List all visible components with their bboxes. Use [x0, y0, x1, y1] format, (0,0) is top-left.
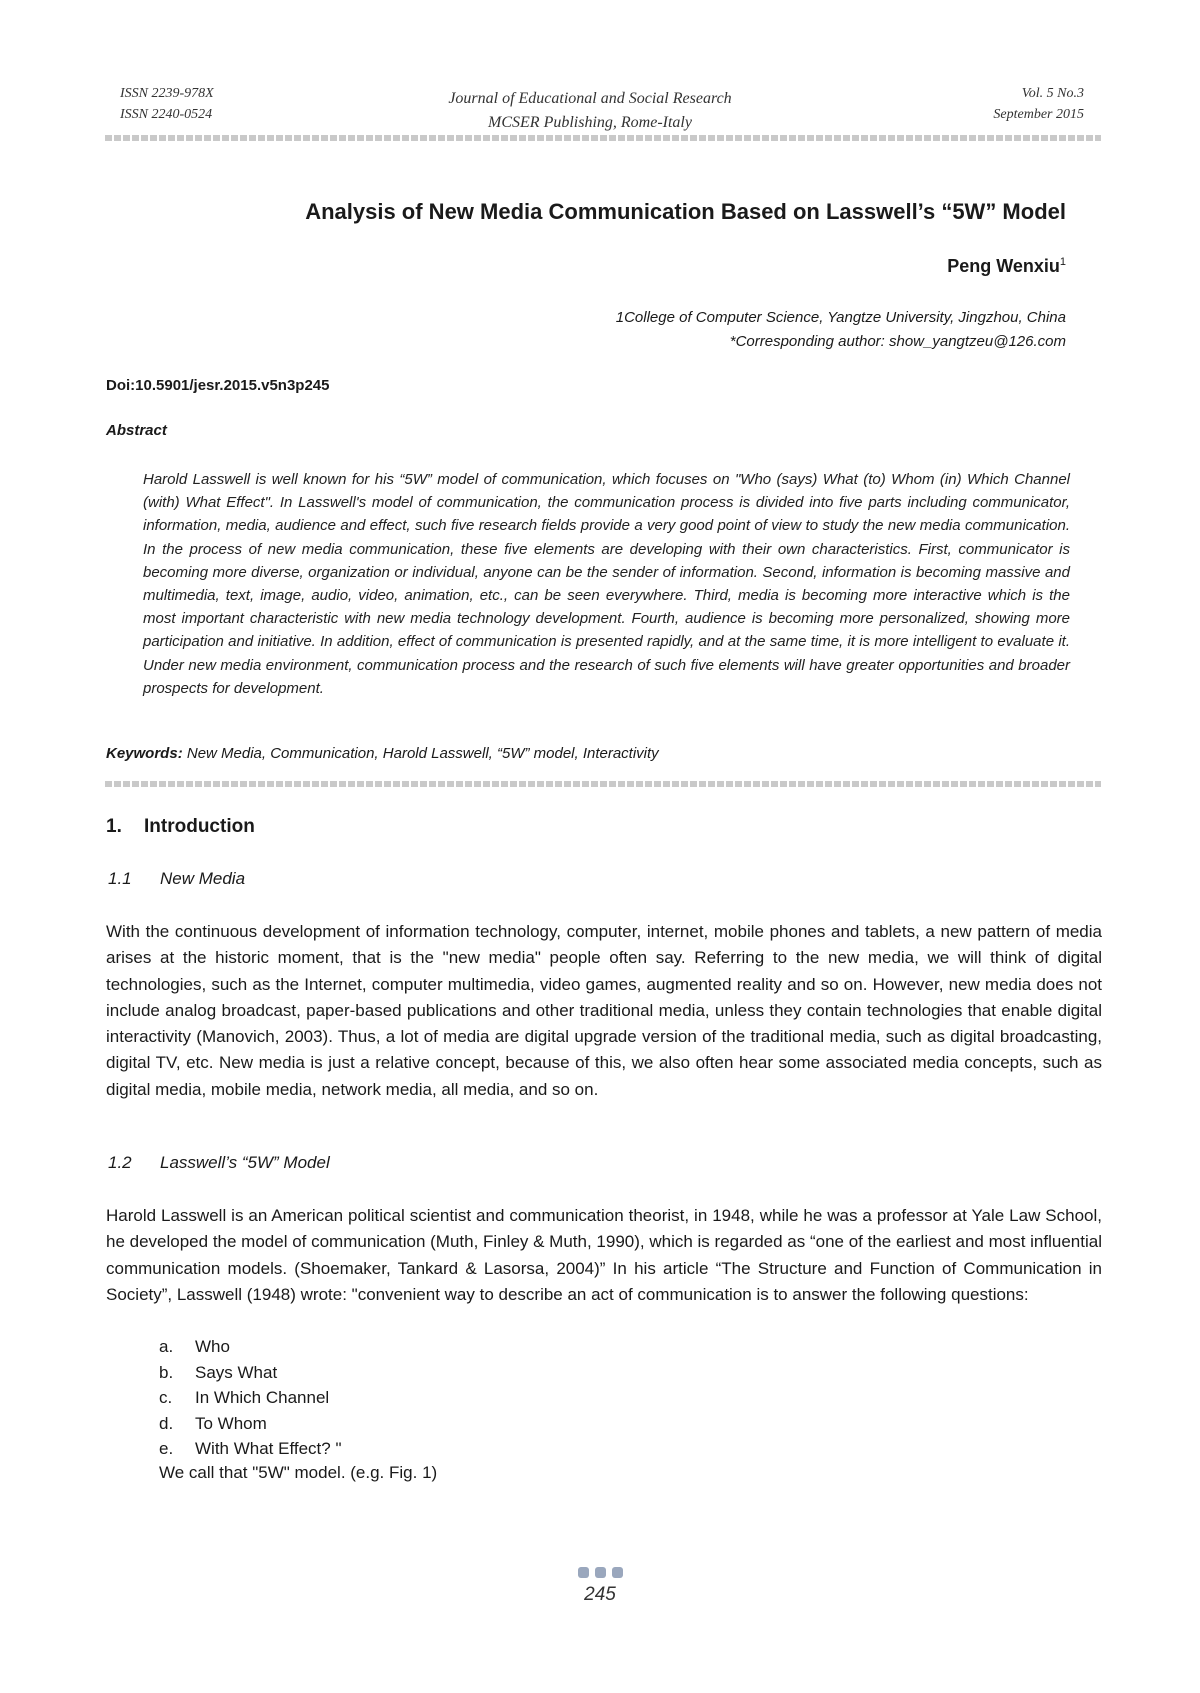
- list-item: [159, 1411, 342, 1437]
- subsection-number: 1.2: [108, 1153, 132, 1172]
- keywords: [106, 745, 659, 762]
- subsection-number: 1.1: [108, 869, 132, 888]
- closing-sentence: We call that "5W" model. (e.g. Fig. 1): [159, 1463, 438, 1482]
- header-divider: [105, 135, 1101, 141]
- list-item-text: To Whom: [195, 1413, 267, 1433]
- subsection-heading-new-media: [108, 869, 245, 889]
- abstract-divider: [105, 781, 1101, 787]
- volume: Vol. 5 No.3: [1021, 86, 1084, 101]
- issue-date: September 2015: [993, 107, 1084, 122]
- subsection-title: Lasswell’s “5W” Model: [160, 1153, 330, 1172]
- issn-print: ISSN 2239-978X: [120, 86, 214, 101]
- list-item: [159, 1334, 342, 1360]
- publisher: MCSER Publishing, Rome-Italy: [488, 114, 692, 131]
- list-item-label: a.: [159, 1337, 174, 1356]
- list-item: [159, 1436, 342, 1462]
- journal-name: Journal of Educational and Social Research: [448, 90, 732, 107]
- author-superscript: 1: [1059, 256, 1066, 268]
- page-number: 245: [584, 1584, 616, 1605]
- abstract-heading: Abstract: [106, 422, 167, 439]
- section-heading: [106, 816, 255, 838]
- header-issue: [993, 83, 1084, 125]
- corresponding-author: *Corresponding author: show_yangtzeu@126.com: [729, 333, 1066, 350]
- list-item-label: e.: [159, 1439, 174, 1459]
- lasswell-questions-list: [159, 1334, 342, 1462]
- list-item-label: d.: [159, 1413, 174, 1433]
- list-item: [159, 1360, 342, 1386]
- paragraph-new-media: With the continuous development of information technology, computer, internet, mobile phones and tablets, a new pattern of media arises at the historic moment, that is the "new media" people often say. Referring to the new media, we will think of digital technologies, such as the Internet, computer multimedia, video games, augmented reality and so on. However, new media does not include analog broadcast, paper-based publications and other traditional media, unless they contain technologies that enable digital interactivity (Manovich, 2003). Thus, a lot of media are digital upgrade version of the traditional media, such as digital broadcasting, digital TV, etc. New media is just a relative concept, because of this, we also often hear some associated media concepts, such as digital media, mobile media, network media, all media, and so on.: [106, 922, 1102, 1099]
- header-issn: [120, 83, 214, 125]
- keywords-text: New Media, Communication, Harold Lasswell, “5W” model, Interactivity: [186, 745, 659, 762]
- affiliation: 1College of Computer Science, Yangtze University, Jingzhou, China: [615, 309, 1066, 326]
- list-item-label: b.: [159, 1362, 174, 1382]
- list-item-text: In Which Channel: [195, 1388, 330, 1408]
- subsection-heading-5w-model: [108, 1153, 330, 1173]
- author-name: [947, 256, 1066, 277]
- doi: Doi:10.5901/jesr.2015.v5n3p245: [106, 377, 330, 394]
- section-title: Introduction: [144, 816, 255, 837]
- list-item-label: c.: [159, 1388, 173, 1408]
- author-name-text: Peng Wenxiu: [947, 256, 1060, 276]
- keywords-label: Keywords:: [106, 745, 183, 762]
- header-journal: [380, 87, 800, 135]
- section-number: 1.: [106, 816, 122, 837]
- list-item-text: Who: [195, 1337, 230, 1356]
- paragraph-5w-model: Harold Lasswell is an American political scientist and communication theorist, in 1948, while he was a professor at Yale Law School, he developed the model of communication (Muth, Finley & Muth, 1990), which is regarded as “one of the earliest and most influential communication models. (Shoemaker, Tankard & Lasorsa, 2004)” In his article “The Structure and Function of Communication in Society”, Lasswell (1948) wrote: "convenient way to describe an act of communication is to answer the following questions:: [106, 1206, 1102, 1304]
- list-item-text: Says What: [195, 1362, 278, 1382]
- list-item: [159, 1385, 342, 1411]
- affiliation-block: [616, 306, 1066, 354]
- footer-ornament-icon: [578, 1567, 623, 1578]
- article-title: Analysis of New Media Communication Based on Lasswell’s “5W” Model: [305, 199, 1066, 224]
- issn-online: ISSN 2240-0524: [120, 107, 213, 122]
- abstract-text: Harold Lasswell is well known for his “5W” model of communication, which focuses on "Who (says) What (to) Whom (in) Which Channel (with) What Effect". In Lasswell's model of communication, the communication process is divided into five parts including communicator, information, media, audience and effect, such five research fields provide a very good point of view to study the new media communication. In the process of new media communication, these five elements are developing with their own characteristics. First, communicator is becoming more diverse, organization or individual, anyone can be the sender of information. Second, information is becoming massive and multimedia, text, image, audio, video, animation, etc., can be seen everywhere. Third, media is becoming more interactive which is the most important characteristic with new media technology development. Fourth, audience is becoming more personalized, showing more participation and initiative. In addition, effect of communication is presented rapidly, and at the same time, it is more intelligent to evaluate it. Under new media environment, communication process and the research of such five elements will have greater opportunities and broader prospects for development.: [143, 471, 1070, 697]
- subsection-title: New Media: [160, 869, 246, 888]
- list-item-text: With What Effect? ": [195, 1439, 342, 1459]
